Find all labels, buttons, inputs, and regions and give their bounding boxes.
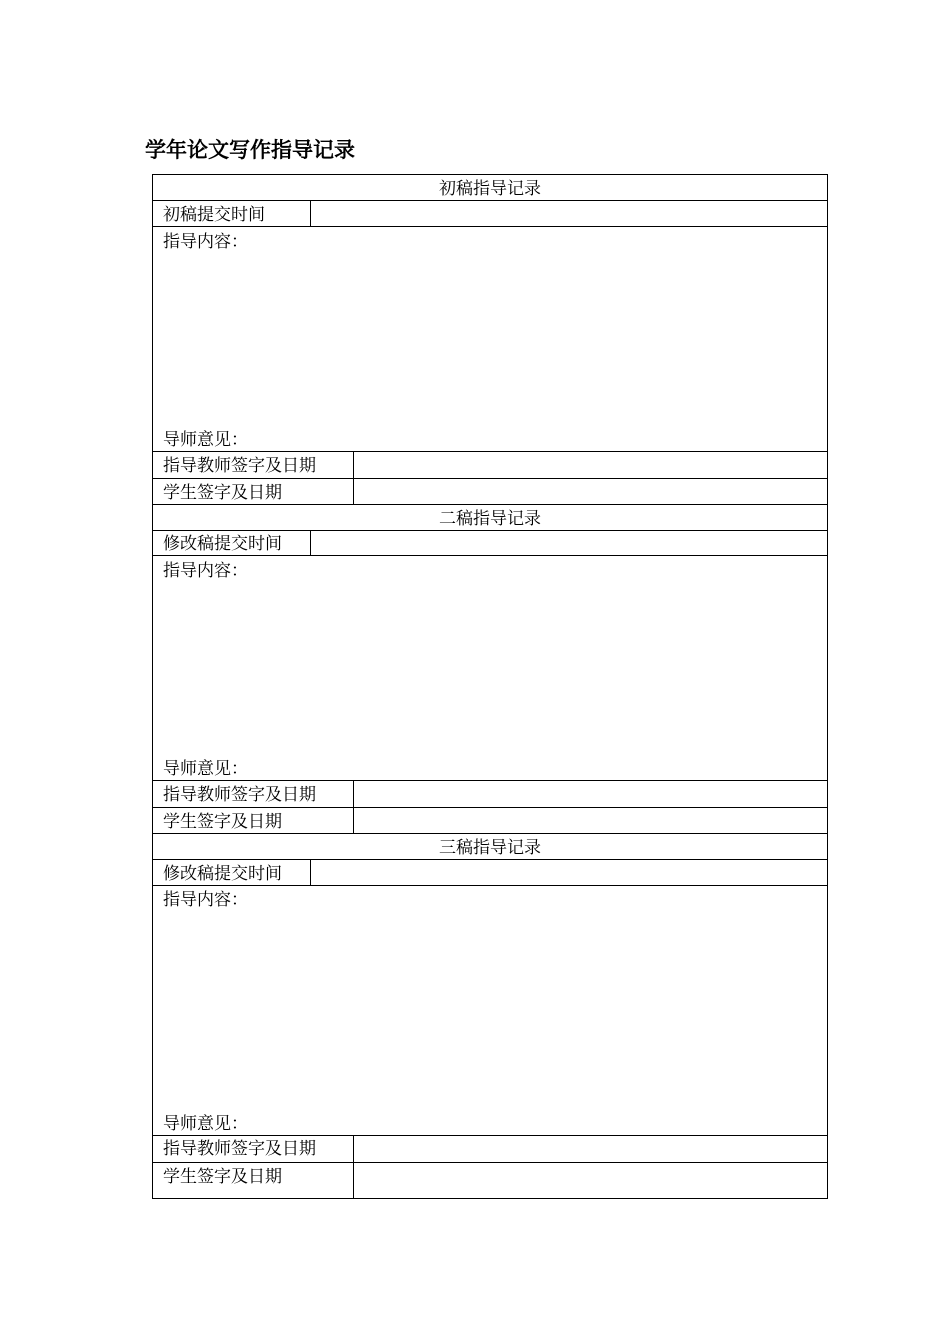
row-divider <box>153 555 827 556</box>
student-signature-field[interactable] <box>364 812 819 832</box>
teacher-signature-field[interactable] <box>364 1139 819 1159</box>
teacher-signature-field[interactable] <box>364 456 819 476</box>
student-signature-label: 学生签字及日期 <box>163 812 282 832</box>
advisor-opinion-label: 导师意见： <box>163 759 248 779</box>
column-divider <box>353 1135 354 1199</box>
submit-time-field[interactable] <box>321 864 821 884</box>
column-divider <box>310 859 311 885</box>
submit-time-field[interactable] <box>321 534 821 554</box>
row-divider <box>153 1162 827 1163</box>
student-signature-field[interactable] <box>364 483 819 503</box>
row-divider <box>153 478 827 479</box>
section-heading-first-draft: 初稿指导记录 <box>439 179 541 199</box>
teacher-signature-label: 指导教师签字及日期 <box>163 1139 316 1159</box>
advisor-opinion-label: 导师意见： <box>163 1114 248 1134</box>
section-heading-third-draft: 三稿指导记录 <box>439 838 541 858</box>
guidance-content-label: 指导内容： <box>163 232 248 252</box>
row-divider <box>153 530 827 531</box>
teacher-signature-label: 指导教师签字及日期 <box>163 456 316 476</box>
column-divider <box>310 200 311 226</box>
advisor-opinion-label: 导师意见： <box>163 430 248 450</box>
teacher-signature-field[interactable] <box>364 785 819 805</box>
column-divider <box>310 530 311 555</box>
submit-time-field[interactable] <box>321 205 821 225</box>
row-divider <box>153 1135 827 1136</box>
row-divider <box>153 226 827 227</box>
page-title: 学年论文写作指导记录 <box>145 138 355 162</box>
row-divider <box>153 200 827 201</box>
section-heading-second-draft: 二稿指导记录 <box>439 509 541 529</box>
guidance-content-label: 指导内容： <box>163 561 248 581</box>
row-divider <box>153 780 827 781</box>
row-divider <box>153 885 827 886</box>
student-signature-label: 学生签字及日期 <box>163 483 282 503</box>
student-signature-field[interactable] <box>364 1167 819 1187</box>
teacher-signature-label: 指导教师签字及日期 <box>163 785 316 805</box>
submit-time-label: 初稿提交时间 <box>163 205 265 225</box>
guidance-content-label: 指导内容： <box>163 890 248 910</box>
guidance-record-form <box>152 174 828 1199</box>
submit-time-label: 修改稿提交时间 <box>163 534 282 554</box>
row-divider <box>153 807 827 808</box>
row-divider <box>153 859 827 860</box>
student-signature-label: 学生签字及日期 <box>163 1167 282 1187</box>
section-divider <box>153 833 827 834</box>
row-divider <box>153 451 827 452</box>
section-divider <box>153 504 827 505</box>
submit-time-label: 修改稿提交时间 <box>163 864 282 884</box>
